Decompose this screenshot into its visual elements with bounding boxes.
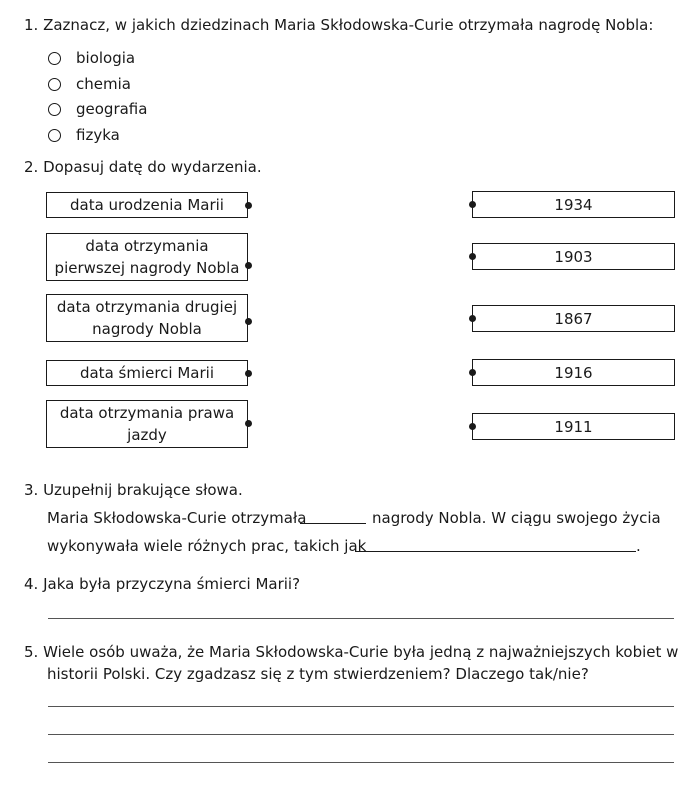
event-label: data otrzymania prawa jazdy bbox=[59, 404, 235, 444]
connector-dot[interactable] bbox=[469, 253, 476, 260]
connector-dot[interactable] bbox=[469, 315, 476, 322]
connector-dot[interactable] bbox=[245, 262, 252, 269]
date-label: 1934 bbox=[554, 195, 593, 214]
radio-biologia[interactable] bbox=[48, 52, 61, 65]
connector-dot[interactable] bbox=[245, 202, 252, 209]
blank-input-professions[interactable] bbox=[355, 551, 636, 552]
event-label: data otrzymania pierwszej nagrody Nobla bbox=[54, 237, 240, 277]
date-label: 1911 bbox=[554, 417, 593, 436]
option-label-biologia: biologia bbox=[76, 49, 136, 67]
date-label: 1916 bbox=[554, 363, 593, 382]
blank-input-nobel-count[interactable] bbox=[300, 523, 366, 524]
date-label: 1867 bbox=[554, 309, 593, 328]
connector-dot[interactable] bbox=[469, 423, 476, 430]
connector-dot[interactable] bbox=[469, 369, 476, 376]
answer-line-q4[interactable] bbox=[48, 618, 674, 619]
event-label: data śmierci Marii bbox=[79, 364, 215, 382]
radio-fizyka[interactable] bbox=[48, 129, 61, 142]
sentence-1-start: Maria Skłodowska-Curie otrzymała bbox=[47, 509, 307, 527]
answer-line-q5-2[interactable] bbox=[48, 734, 674, 735]
event-box-birth[interactable] bbox=[46, 192, 248, 218]
question-3-text: 3. Uzupełnij brakujące słowa. bbox=[24, 481, 243, 499]
event-box-death[interactable] bbox=[46, 360, 248, 386]
option-label-geografia: geografia bbox=[76, 100, 148, 118]
answer-line-q5-1[interactable] bbox=[48, 706, 674, 707]
event-box-second-nobel[interactable] bbox=[46, 294, 248, 342]
sentence-2-period: . bbox=[636, 537, 641, 555]
connector-dot[interactable] bbox=[245, 370, 252, 377]
date-box[interactable] bbox=[472, 191, 675, 218]
date-box[interactable] bbox=[472, 243, 675, 270]
event-label: data urodzenia Marii bbox=[70, 196, 224, 214]
sentence-2-start: wykonywała wiele różnych prac, takich jak bbox=[47, 537, 367, 555]
date-box[interactable] bbox=[472, 413, 675, 440]
event-box-first-nobel[interactable] bbox=[46, 233, 248, 281]
event-label: data otrzymania drugiej nagrody Nobla bbox=[56, 298, 238, 338]
connector-dot[interactable] bbox=[245, 420, 252, 427]
date-box[interactable] bbox=[472, 359, 675, 386]
connector-dot[interactable] bbox=[245, 318, 252, 325]
answer-line-q5-3[interactable] bbox=[48, 762, 674, 763]
question-5-text-line-2: historii Polski. Czy zgadzasz się z tym stwierdzeniem? Dlaczego tak/nie? bbox=[47, 665, 589, 683]
connector-dot[interactable] bbox=[469, 201, 476, 208]
radio-geografia[interactable] bbox=[48, 103, 61, 116]
question-1-text: 1. Zaznacz, w jakich dziedzinach Maria Skłodowska-Curie otrzymała nagrodę Nobla: bbox=[24, 16, 654, 34]
sentence-1-end: nagrody Nobla. W ciągu swojego życia bbox=[372, 509, 661, 527]
radio-chemia[interactable] bbox=[48, 78, 61, 91]
option-label-fizyka: fizyka bbox=[76, 126, 120, 144]
date-label: 1903 bbox=[554, 247, 593, 266]
question-5-text-line-1: 5. Wiele osób uważa, że Maria Skłodowska-Curie była jedną z najważniejszych kobiet w bbox=[24, 643, 679, 661]
option-label-chemia: chemia bbox=[76, 75, 131, 93]
date-box[interactable] bbox=[472, 305, 675, 332]
event-box-driving-license[interactable] bbox=[46, 400, 248, 448]
question-2-text: 2. Dopasuj datę do wydarzenia. bbox=[24, 158, 262, 176]
question-4-text: 4. Jaka była przyczyna śmierci Marii? bbox=[24, 575, 301, 593]
